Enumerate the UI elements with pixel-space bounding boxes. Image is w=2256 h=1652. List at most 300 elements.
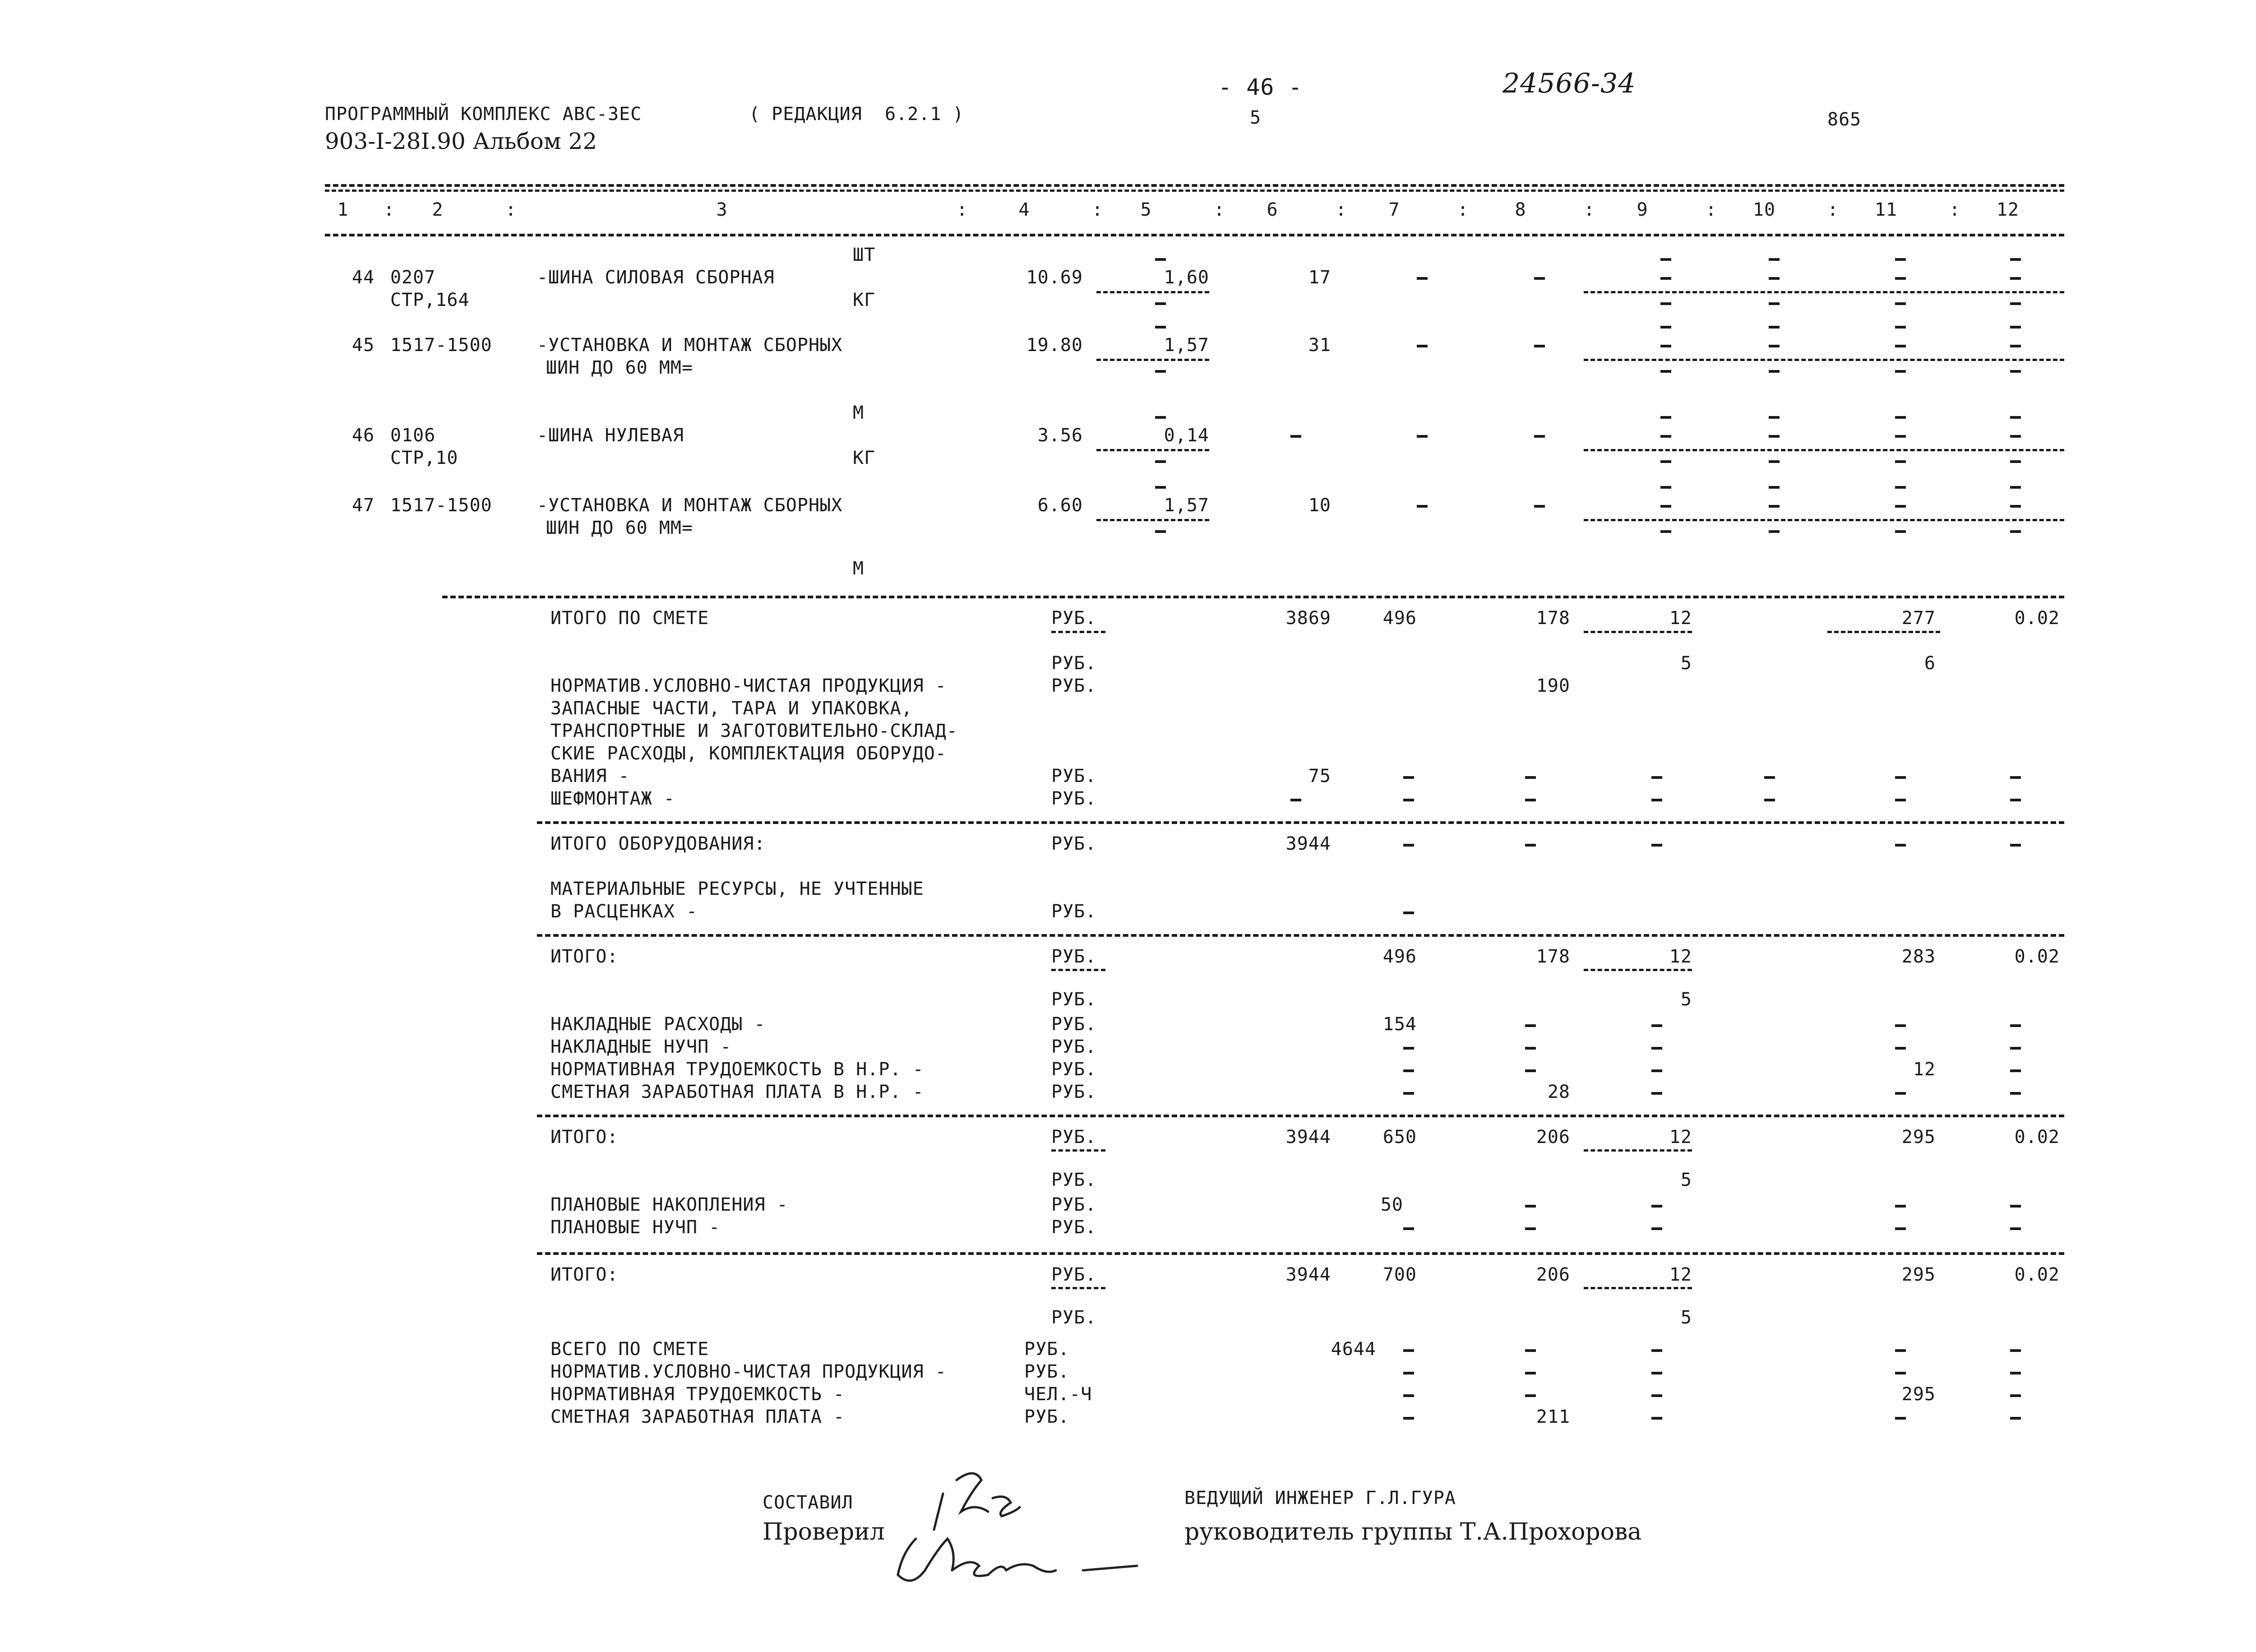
overhead-unit: РУБ. [1051, 1082, 1097, 1102]
empty-cell-dash [1417, 505, 1428, 508]
grand-total-label: ВСЕГО ПО СМЕТЕ [550, 1339, 709, 1360]
total-label: ИТОГО: [550, 946, 619, 967]
total-c7: 700 [1382, 1264, 1417, 1285]
empty-cell-dash [2010, 460, 2021, 463]
empty-cell-dash [1895, 844, 1906, 847]
empty-cell-dash [1525, 799, 1536, 801]
cell-col4: 3.56 [1037, 425, 1083, 446]
column-separator: : [1706, 199, 1717, 220]
total-c8: 178 [1536, 608, 1570, 629]
grand-total-label: СМЕТНАЯ ЗАРАБОТНАЯ ПЛАТА - [550, 1407, 845, 1427]
kompl-c6: 75 [1308, 766, 1331, 787]
empty-cell-dash [1651, 1205, 1662, 1208]
empty-cell-dash [2010, 530, 2021, 533]
empty-cell-dash [1895, 302, 1906, 305]
rule-line [1584, 1287, 1692, 1289]
rule-line [1096, 291, 1209, 293]
empty-cell-dash [1525, 776, 1536, 779]
empty-cell-dash [1403, 1092, 1414, 1095]
empty-cell-dash [1660, 435, 1671, 438]
empty-cell-dash [1895, 1205, 1906, 1208]
kompl-unit: РУБ. [1051, 766, 1097, 787]
total-unit-2: РУБ. [1051, 653, 1097, 674]
grand-total-label: НОРМАТИВНАЯ ТРУДОЕМКОСТЬ - [550, 1384, 845, 1405]
empty-cell-dash [1660, 370, 1671, 373]
total-unit: РУБ. [1051, 1264, 1097, 1285]
empty-cell-dash [1895, 505, 1906, 508]
column-separator: : [1949, 199, 1961, 220]
rule-line [537, 1252, 2064, 1255]
empty-cell-dash [2010, 1227, 2021, 1230]
total-c12: 0.02 [2014, 608, 2060, 629]
empty-cell-dash [1769, 302, 1780, 305]
total-c6: 3944 [1285, 1127, 1331, 1148]
empty-cell-dash [1525, 1047, 1536, 1050]
empty-cell-dash [1895, 1417, 1906, 1420]
cell-col6: 31 [1308, 335, 1331, 356]
empty-cell-dash [2010, 1047, 2021, 1050]
page-number: - 46 - [1218, 74, 1303, 100]
empty-cell-dash [2010, 1092, 2021, 1095]
total-unit: РУБ. [1051, 833, 1097, 854]
total-label: ИТОГО ОБОРУДОВАНИЯ: [550, 833, 766, 854]
empty-cell-dash [1895, 258, 1906, 261]
empty-cell-dash [1403, 1417, 1414, 1420]
item-number: 45 [352, 335, 375, 356]
cell-col5: 0,14 [1164, 425, 1209, 446]
empty-cell-dash [2010, 435, 2021, 438]
total-unit: РУБ. [1051, 1127, 1097, 1148]
empty-cell-dash [1895, 776, 1906, 779]
materials-unit: РУБ. [1051, 901, 1097, 922]
item-reference: СТР,10 [390, 448, 458, 468]
empty-cell-dash [1155, 416, 1166, 419]
empty-cell-dash [1651, 1372, 1662, 1374]
column-header-11: 11 [1874, 199, 1898, 220]
empty-cell-dash [1769, 345, 1780, 347]
compiled-by-label: СОСТАВИЛ [763, 1492, 853, 1513]
unit-bottom: М [853, 558, 864, 579]
item-code: 0106 [390, 425, 436, 446]
total-c7: 650 [1382, 1127, 1417, 1148]
column-header-10: 10 [1752, 199, 1776, 220]
norm-label-line: ВАНИЯ - [550, 766, 630, 787]
empty-cell-dash [1895, 1349, 1906, 1352]
total-c7: 496 [1382, 608, 1417, 629]
empty-cell-dash [1895, 435, 1906, 438]
empty-cell-dash [1525, 1205, 1536, 1208]
empty-cell-dash [1525, 1227, 1536, 1230]
empty-cell-dash [1769, 326, 1780, 329]
empty-cell-dash [1155, 258, 1166, 261]
empty-cell-dash [2010, 302, 2021, 305]
total-c11-sub: 6 [1924, 653, 1936, 674]
empty-cell-dash [1769, 277, 1780, 280]
empty-cell-dash [2010, 345, 2021, 347]
column-separator: : [1827, 199, 1839, 220]
total-c9: 12 [1669, 1127, 1692, 1148]
lead-engineer: ВЕДУЩИЙ ИНЖЕНЕР Г.Л.ГУРА [1184, 1488, 1456, 1509]
item-name-cont: ШИН ДО 60 ММ= [546, 518, 693, 538]
total-unit-2: РУБ. [1051, 1307, 1097, 1328]
total-c11: 295 [1901, 1264, 1936, 1285]
rule-line [1584, 291, 2064, 293]
empty-cell-dash [1534, 505, 1545, 508]
empty-cell-dash [1651, 1024, 1662, 1027]
total-c9-sub: 5 [1680, 653, 1692, 674]
empty-cell-dash [1155, 302, 1166, 305]
unit-bottom: КГ [853, 448, 876, 468]
empty-cell-dash [2010, 1417, 2021, 1420]
norm-label-line: СКИЕ РАСХОДЫ, КОМПЛЕКТАЦИЯ ОБОРУДО- [550, 743, 947, 764]
rule-line [1584, 519, 2064, 521]
cell-col5: 1,57 [1164, 495, 1209, 516]
column-separator: : [957, 199, 968, 220]
empty-cell-dash [1534, 277, 1545, 280]
total-unit-2: РУБ. [1051, 989, 1097, 1010]
column-header-6: 6 [1267, 199, 1278, 220]
edition: ( РЕДАКЦИЯ 6.2.1 ) [749, 104, 964, 125]
rule-line [1051, 1149, 1105, 1152]
empty-cell-dash [1525, 1372, 1536, 1374]
column-separator: : [1336, 199, 1347, 220]
item-code: 0207 [390, 267, 436, 288]
grand-total-label: НОРМАТИВ.УСЛОВНО-ЧИСТАЯ ПРОДУКЦИЯ - [550, 1361, 947, 1382]
overhead-label: НАКЛАДНЫЕ РАСХОДЫ - [550, 1014, 766, 1035]
empty-cell-dash [1525, 1394, 1536, 1397]
empty-cell-dash [1895, 326, 1906, 329]
total-c12: 0.02 [2014, 1264, 2060, 1285]
column-separator: : [384, 199, 395, 220]
item-name: -ШИНА СИЛОВАЯ СБОРНАЯ [537, 267, 775, 288]
cell-col4: 19.80 [1026, 335, 1083, 356]
norm-label-line: ЗАПАСНЫЕ ЧАСТИ, ТАРА И УПАКОВКА, [550, 698, 913, 719]
sheet-number: 5 [1250, 107, 1262, 128]
empty-cell-dash [1403, 1227, 1414, 1230]
total-c8: 178 [1536, 946, 1570, 967]
total-c9: 12 [1669, 608, 1692, 629]
empty-cell-dash [1895, 1047, 1906, 1050]
norm-c8: 190 [1536, 676, 1570, 696]
overhead-label: НОРМАТИВНАЯ ТРУДОЕМКОСТЬ В Н.Р. - [550, 1059, 924, 1080]
document-code: 24566-34 [1502, 68, 1636, 99]
empty-cell-dash [1651, 1417, 1662, 1420]
total-unit: РУБ. [1051, 946, 1097, 967]
grand-total-unit: РУБ. [1024, 1407, 1070, 1427]
total-c9: 12 [1669, 946, 1692, 967]
total-c7: 496 [1382, 946, 1417, 967]
overhead-c7: 154 [1382, 1014, 1417, 1035]
empty-cell-dash [1660, 326, 1671, 329]
column-separator: : [1584, 199, 1595, 220]
grand-total-unit: ЧЕЛ.-Ч [1024, 1384, 1092, 1405]
empty-cell-dash [2010, 1024, 2021, 1027]
overhead-unit: РУБ. [1051, 1037, 1097, 1057]
empty-cell-dash [1651, 1394, 1662, 1397]
empty-cell-dash [1155, 326, 1166, 329]
empty-cell-dash [2010, 326, 2021, 329]
total-c12: 0.02 [2014, 946, 2060, 967]
empty-cell-dash [1895, 370, 1906, 373]
rule-line [1051, 1287, 1105, 1289]
rule-line [1096, 359, 1209, 361]
empty-cell-dash [1895, 799, 1906, 801]
empty-cell-dash [1651, 1069, 1662, 1072]
rule-line [442, 596, 2064, 598]
column-header-4: 4 [1018, 199, 1030, 220]
empty-cell-dash [1403, 799, 1414, 801]
cell-col6: 10 [1308, 495, 1331, 516]
item-number: 46 [352, 425, 375, 446]
empty-cell-dash [2010, 416, 2021, 419]
total-unit-2: РУБ. [1051, 1170, 1097, 1190]
overhead-c11: 12 [1913, 1059, 1936, 1080]
unit-top: М [853, 403, 864, 423]
empty-cell-dash [1651, 799, 1662, 801]
empty-cell-dash [1403, 1394, 1414, 1397]
empty-cell-dash [2010, 844, 2021, 847]
shef-label: ШЕФМОНТАЖ - [550, 788, 675, 809]
empty-cell-dash [1895, 486, 1906, 489]
album-stamp: 903-I-28I.90 Альбом 22 [325, 128, 597, 154]
column-separator: : [1092, 199, 1104, 220]
total-c11: 277 [1901, 608, 1936, 629]
plan-c7: 50 [1380, 1194, 1403, 1215]
total-c6: 3944 [1285, 1264, 1331, 1285]
empty-cell-dash [2010, 1394, 2021, 1397]
empty-cell-dash [1290, 435, 1301, 438]
column-header-2: 2 [432, 199, 444, 220]
plan-unit: РУБ. [1051, 1194, 1097, 1215]
total-col9-sub: 5 [1680, 989, 1692, 1010]
rule-line [1051, 631, 1105, 633]
empty-cell-dash [2010, 776, 2021, 779]
empty-cell-dash [1764, 776, 1775, 779]
empty-cell-dash [1895, 530, 1906, 533]
empty-cell-dash [1155, 486, 1166, 489]
column-header-9: 9 [1637, 199, 1648, 220]
column-separator: : [505, 199, 517, 220]
empty-cell-dash [2010, 486, 2021, 489]
empty-cell-dash [2010, 277, 2021, 280]
empty-cell-dash [1403, 1349, 1414, 1352]
empty-cell-dash [2010, 1349, 2021, 1352]
empty-cell-dash [1651, 1227, 1662, 1230]
empty-cell-dash [1895, 345, 1906, 347]
empty-cell-dash [1769, 460, 1780, 463]
norm-label-line: НОРМАТИВ.УСЛОВНО-ЧИСТАЯ ПРОДУКЦИЯ - [550, 676, 947, 696]
unit-top: ШТ [853, 245, 876, 265]
empty-cell-dash [1651, 776, 1662, 779]
cell-col4: 6.60 [1037, 495, 1083, 516]
empty-cell-dash [1764, 799, 1775, 801]
empty-cell-dash [1525, 1069, 1536, 1072]
empty-cell-dash [1769, 416, 1780, 419]
empty-cell-dash [1403, 912, 1414, 914]
rule-line [537, 821, 2064, 824]
shef-unit: РУБ. [1051, 788, 1097, 809]
total-label: ИТОГО: [550, 1127, 619, 1148]
rule-line [1584, 969, 1692, 971]
total-col9-sub: 5 [1680, 1170, 1692, 1190]
empty-cell-dash [1417, 277, 1428, 280]
empty-cell-dash [1895, 416, 1906, 419]
rule-line [1096, 449, 1209, 451]
total-c8: 206 [1536, 1127, 1570, 1148]
cell-col4: 10.69 [1026, 267, 1083, 288]
empty-cell-dash [1895, 1227, 1906, 1230]
empty-cell-dash [1660, 277, 1671, 280]
total-c11: 295 [1901, 1127, 1936, 1148]
empty-cell-dash [1895, 1092, 1906, 1095]
plan-unit: РУБ. [1051, 1217, 1097, 1238]
empty-cell-dash [1660, 486, 1671, 489]
empty-cell-dash [1660, 416, 1671, 419]
rule-line [1584, 449, 2064, 451]
empty-cell-dash [1290, 799, 1301, 801]
total-label: ИТОГО ПО СМЕТЕ [550, 608, 709, 629]
plan-label: ПЛАНОВЫЕ НАКОПЛЕНИЯ - [550, 1194, 788, 1215]
right-number: 865 [1827, 109, 1862, 130]
empty-cell-dash [1651, 1092, 1662, 1095]
column-header-3: 3 [716, 199, 728, 220]
total-unit: РУБ. [1051, 608, 1097, 629]
cell-col5: 1,60 [1164, 267, 1209, 288]
total-c6: 3944 [1285, 833, 1331, 854]
empty-cell-dash [1525, 1349, 1536, 1352]
group-leader: руководитель группы Т.А.Прохорова [1184, 1518, 1642, 1546]
column-separator: : [1457, 199, 1469, 220]
grand-total-unit: РУБ. [1024, 1361, 1070, 1382]
materials-label-1: МАТЕРИАЛЬНЫЕ РЕСУРСЫ, НЕ УЧТЕННЫЕ [550, 879, 924, 899]
empty-cell-dash [1155, 530, 1166, 533]
unit-bottom: КГ [853, 290, 876, 310]
empty-cell-dash [2010, 1205, 2021, 1208]
empty-cell-dash [1403, 1372, 1414, 1374]
empty-cell-dash [1769, 258, 1780, 261]
empty-cell-dash [2010, 799, 2021, 801]
empty-cell-dash [1534, 345, 1545, 347]
column-header-1: 1 [337, 199, 349, 220]
rule-line [1096, 519, 1209, 521]
overhead-label: НАКЛАДНЫЕ НУЧП - [550, 1037, 732, 1057]
total-col9-sub: 5 [1680, 1307, 1692, 1328]
empty-cell-dash [1651, 1047, 1662, 1050]
empty-cell-dash [2010, 505, 2021, 508]
total-c9: 12 [1669, 1264, 1692, 1285]
overhead-unit: РУБ. [1051, 1059, 1097, 1080]
empty-cell-dash [1651, 844, 1662, 847]
total-c6: 3869 [1285, 608, 1331, 629]
overhead-c8: 28 [1547, 1082, 1570, 1102]
empty-cell-dash [1769, 530, 1780, 533]
rule-line [1827, 631, 1940, 633]
empty-cell-dash [1403, 776, 1414, 779]
item-name: -УСТАНОВКА И МОНТАЖ СБОРНЫХ [537, 495, 843, 516]
grand-total-c6: 4644 [1331, 1339, 1376, 1360]
empty-cell-dash [2010, 1069, 2021, 1072]
empty-cell-dash [1769, 486, 1780, 489]
empty-cell-dash [1769, 435, 1780, 438]
empty-cell-dash [1155, 370, 1166, 373]
rule-line [537, 1115, 2064, 1117]
column-header-5: 5 [1140, 199, 1152, 220]
column-header-7: 7 [1388, 199, 1400, 220]
column-separator: : [1214, 199, 1225, 220]
empty-cell-dash [2010, 370, 2021, 373]
rule-line [1584, 1149, 1692, 1152]
empty-cell-dash [1525, 844, 1536, 847]
empty-cell-dash [1660, 345, 1671, 347]
empty-cell-dash [1417, 345, 1428, 347]
item-code: 1517-1500 [390, 335, 492, 356]
empty-cell-dash [1417, 435, 1428, 438]
total-c8: 206 [1536, 1264, 1570, 1285]
grand-total-c11: 295 [1901, 1384, 1936, 1405]
column-header-12: 12 [1996, 199, 2020, 220]
empty-cell-dash [1525, 1024, 1536, 1027]
program-title: ПРОГРАММНЫЙ КОМПЛЕКС АВС-3ЕС [325, 104, 642, 125]
item-reference: СТР,164 [390, 290, 470, 310]
plan-label: ПЛАНОВЫЕ НУЧП - [550, 1217, 721, 1238]
checked-by-label: Проверил [763, 1518, 885, 1546]
item-name: -ШИНА НУЛЕВАЯ [537, 425, 684, 446]
rule-line [1584, 631, 1692, 633]
empty-cell-dash [1769, 370, 1780, 373]
item-number: 44 [352, 267, 375, 288]
cell-col5: 1,57 [1164, 335, 1209, 356]
empty-cell-dash [1895, 1372, 1906, 1374]
empty-cell-dash [1895, 1024, 1906, 1027]
rule-line [1584, 359, 2064, 361]
item-name: -УСТАНОВКА И МОНТАЖ СБОРНЫХ [537, 335, 843, 356]
grand-total-unit: РУБ. [1024, 1339, 1070, 1360]
empty-cell-dash [1660, 460, 1671, 463]
item-number: 47 [352, 495, 375, 516]
materials-label-2: В РАСЦЕНКАХ - [550, 901, 698, 922]
total-label: ИТОГО: [550, 1264, 619, 1285]
rule-line [537, 934, 2064, 937]
empty-cell-dash [1660, 302, 1671, 305]
overhead-unit: РУБ. [1051, 1014, 1097, 1035]
overhead-label: СМЕТНАЯ ЗАРАБОТНАЯ ПЛАТА В Н.Р. - [550, 1082, 924, 1102]
empty-cell-dash [1403, 844, 1414, 847]
column-header-8: 8 [1515, 199, 1526, 220]
empty-cell-dash [1155, 460, 1166, 463]
empty-cell-dash [1895, 277, 1906, 280]
handwritten-signature [884, 1462, 1146, 1597]
item-name-cont: ШИН ДО 60 ММ= [546, 357, 693, 378]
grand-total-c8: 211 [1536, 1407, 1570, 1427]
empty-cell-dash [1534, 435, 1545, 438]
empty-cell-dash [1895, 460, 1906, 463]
rule-line [1051, 969, 1105, 971]
empty-cell-dash [1769, 505, 1780, 508]
empty-cell-dash [1660, 505, 1671, 508]
empty-cell-dash [1651, 1349, 1662, 1352]
norm-label-line: ТРАНСПОРТНЫЕ И ЗАГОТОВИТЕЛЬНО-СКЛАД- [550, 721, 958, 741]
item-code: 1517-1500 [390, 495, 492, 516]
norm-unit: РУБ. [1051, 676, 1097, 696]
total-c12: 0.02 [2014, 1127, 2060, 1148]
empty-cell-dash [1403, 1047, 1414, 1050]
empty-cell-dash [1660, 258, 1671, 261]
empty-cell-dash [1403, 1069, 1414, 1072]
total-c11: 283 [1901, 946, 1936, 967]
empty-cell-dash [2010, 1372, 2021, 1374]
empty-cell-dash [2010, 258, 2021, 261]
cell-col6: 17 [1308, 267, 1331, 288]
